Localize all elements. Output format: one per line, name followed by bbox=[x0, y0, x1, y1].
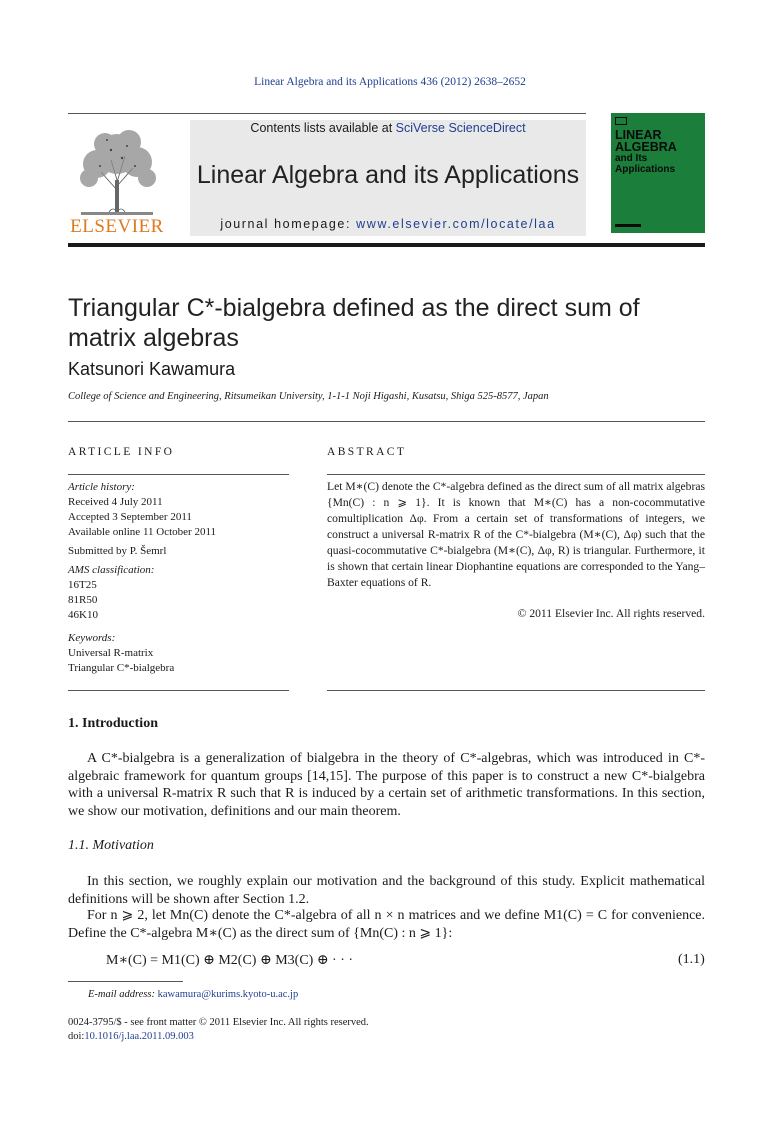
homepage-link[interactable]: www.elsevier.com/locate/laa bbox=[356, 217, 556, 231]
motivation-paragraph: In this section, we roughly explain our motivation and the background of this study. Explicit mathematical definitions will be shown after Section 1.2. bbox=[68, 874, 705, 907]
ams-code: 81R50 bbox=[68, 594, 98, 606]
equation-number: (1.1) bbox=[678, 952, 705, 967]
abstract-bottom-rule bbox=[327, 690, 705, 691]
abstract-text: Let M∗(C) denote the C*-algebra defined as the direct sum of all matrix algebras {Mn(C) : n ⩾ 1}. It is known that M∗(C) has a non-cocommutative comultiplication Δφ. From a certain set of transformations of integers, we construct a universal R-matrix R of the C*-bialgebra (M∗(C), Δφ) such that the quasi-cocommutative C*-bialgebra (M∗(C), Δφ, R) is triangular. Furthermore, it is shown that certain linear Diophantine equations are corresponded to the Yang–Baxter equations of R. bbox=[327, 480, 705, 589]
introduction-paragraph: A C*-bialgebra is a generalization of bialgebra in the theory of C*-algebras, which was introduced in C*-algebraic framework for quantum groups [14,15]. The purpose of this paper is to construct a new C*-bialgebra with a universal R-matrix R such that R is induced by a certain set of arithmetic transformations. In this section, we show our motivation, definitions and our main theorem. bbox=[68, 751, 705, 819]
article-info bbox=[68, 480, 293, 680]
keyword: Triangular C*-bialgebra bbox=[68, 662, 175, 674]
history-heading: Article history: bbox=[68, 481, 135, 493]
subsection-heading-motivation: 1.1. Motivation bbox=[68, 838, 154, 853]
abstract-rule bbox=[327, 474, 705, 475]
received-date: Received 4 July 2011 bbox=[68, 496, 163, 508]
cover-subtitle-line: Applications bbox=[615, 164, 676, 175]
header-rule bbox=[68, 113, 586, 114]
masthead-rule bbox=[68, 243, 705, 247]
doi-line: doi:10.1016/j.laa.2011.09.003 bbox=[68, 1031, 194, 1042]
front-matter-line: 0024-3795/$ - see front matter © 2011 Elsevier Inc. All rights reserved. bbox=[68, 1017, 369, 1028]
cover-subtitle-line: and Its bbox=[615, 153, 648, 164]
ams-heading: AMS classification: bbox=[68, 564, 155, 576]
online-date: Available online 11 October 2011 bbox=[68, 526, 217, 538]
journal-citation[interactable]: Linear Algebra and its Applications 436 (2012) 2638–2652 bbox=[254, 76, 526, 88]
elsevier-wordmark: ELSEVIER bbox=[70, 216, 164, 237]
display-equation: M∗(C) = M1(C) ⊕ M2(C) ⊕ M3(C) ⊕ · · · bbox=[106, 953, 354, 968]
sciencedirect-link[interactable]: SciVerse ScienceDirect bbox=[395, 121, 526, 135]
doi-link[interactable]: 10.1016/j.laa.2011.09.003 bbox=[84, 1031, 194, 1042]
submitted-by: Submitted by P. Šemrl bbox=[68, 545, 167, 557]
article-history bbox=[68, 480, 293, 540]
abstract-label: ABSTRACT bbox=[327, 446, 407, 458]
ams-code: 46K10 bbox=[68, 609, 98, 621]
abstract-copyright: © 2011 Elsevier Inc. All rights reserved. bbox=[517, 607, 705, 620]
contents-availability: Contents lists available at SciVerse ScienceDirect bbox=[250, 121, 526, 135]
keywords-heading: Keywords: bbox=[68, 632, 116, 644]
cover-title-line: LINEAR bbox=[615, 128, 662, 142]
article-info-label: ARTICLE INFO bbox=[68, 446, 175, 458]
email-link[interactable]: kawamura@kurims.kyoto-u.ac.jp bbox=[157, 989, 299, 1000]
ams-classification bbox=[68, 563, 293, 623]
section-heading-introduction: 1. Introduction bbox=[68, 716, 158, 731]
info-rule bbox=[68, 474, 289, 475]
author-affiliation: College of Science and Engineering, Ritsumeikan University, 1-1-1 Noji Higashi, Kusatsu, Shiga 525-8577, Japan bbox=[68, 391, 549, 402]
cover-emblem-icon bbox=[615, 117, 627, 125]
journal-homepage: journal homepage: www.elsevier.com/locate/laa bbox=[220, 217, 556, 231]
author-email-footnote: E-mail address: kawamura@kurims.kyoto-u.ac.jp bbox=[88, 989, 299, 1000]
info-bottom-rule bbox=[68, 690, 289, 691]
keywords bbox=[68, 631, 293, 676]
keyword: Universal R-matrix bbox=[68, 647, 154, 659]
journal-title: Linear Algebra and its Applications bbox=[196, 161, 580, 189]
author-name: Katsunori Kawamura bbox=[68, 359, 236, 379]
journal-cover-thumbnail bbox=[611, 113, 705, 233]
ams-code: 16T25 bbox=[68, 579, 97, 591]
article-title: Triangular C*-bialgebra defined as the direct sum of matrix algebras bbox=[68, 294, 640, 352]
footnote-rule bbox=[68, 981, 183, 982]
cover-footer-mark bbox=[615, 224, 641, 227]
accepted-date: Accepted 3 September 2011 bbox=[68, 511, 192, 523]
elsevier-logo bbox=[67, 120, 167, 236]
motivation-paragraph: For n ⩾ 2, let Mn(C) denote the C*-algebra of all n × n matrices and we define M1(C) = C for convenience. Define the C*-algebra M∗(C) as the direct sum of {Mn(C) : n ⩾ 1}: bbox=[68, 908, 705, 941]
cover-title-line: ALGEBRA bbox=[615, 140, 677, 154]
section-rule bbox=[68, 421, 705, 422]
